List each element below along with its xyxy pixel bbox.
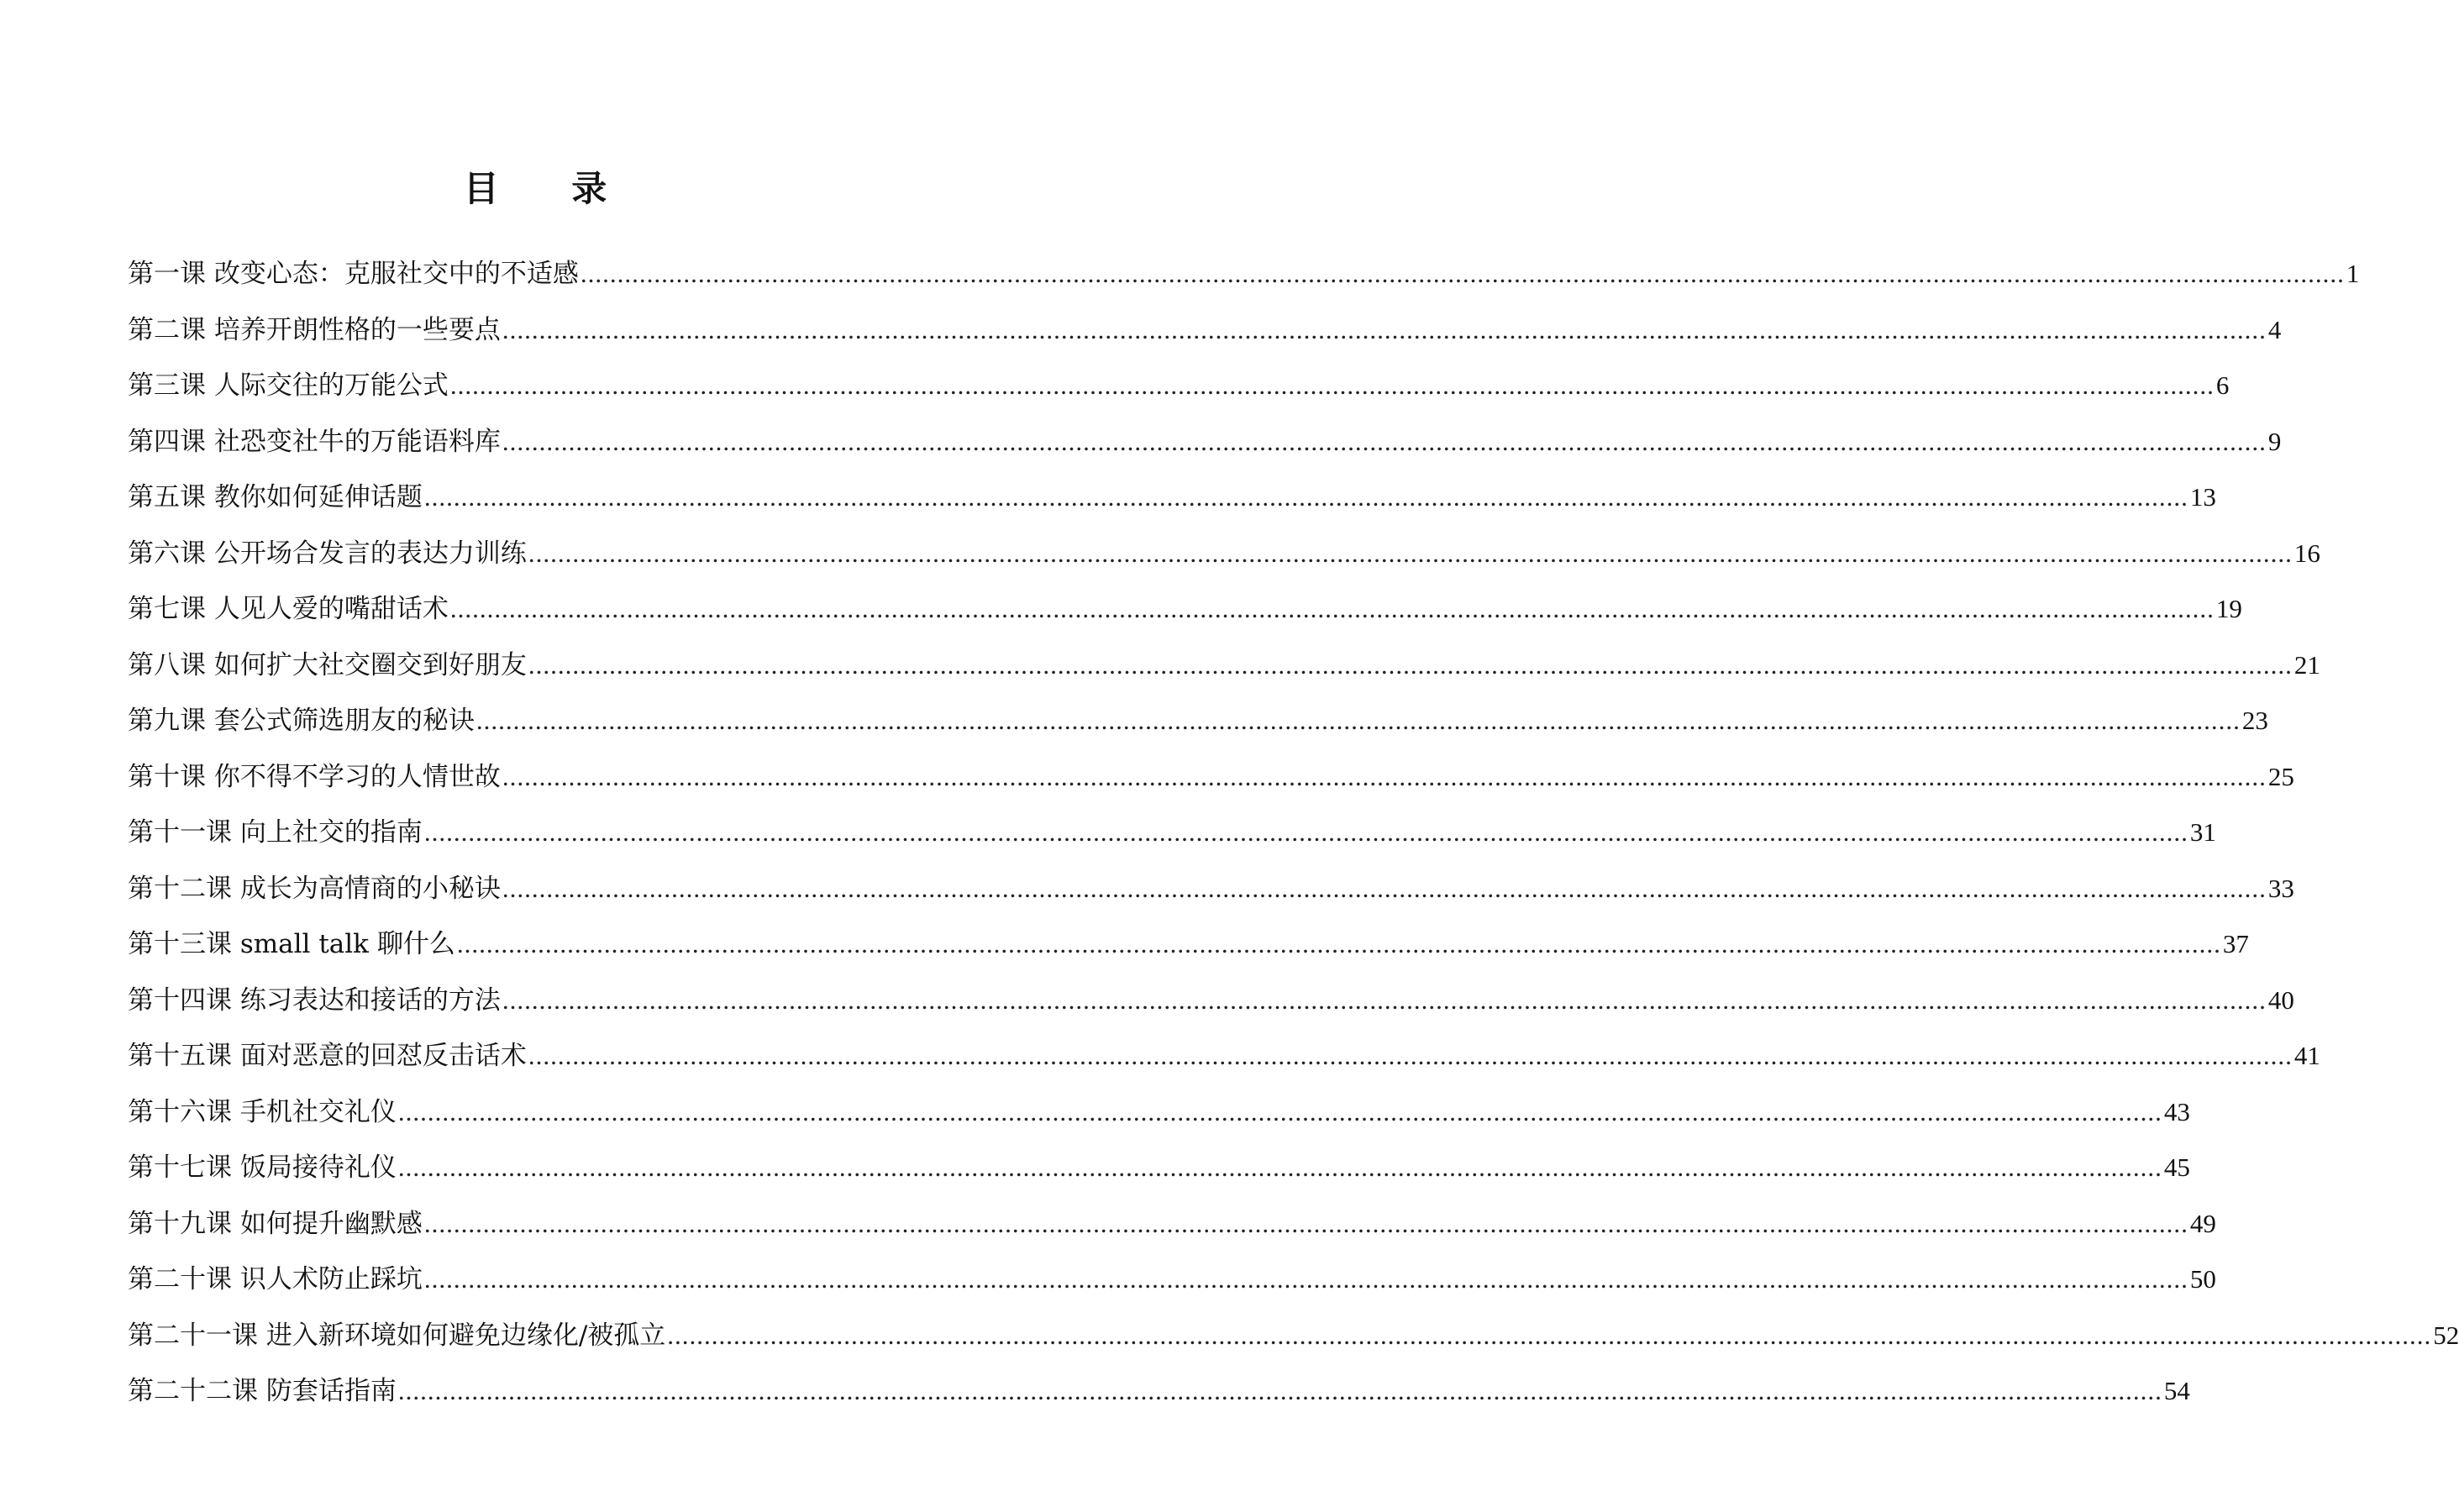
dot-leader: ................................................................................................................................................................................................................................................	[397, 1152, 2162, 1182]
toc-entry-page-number: 25	[2267, 762, 2294, 791]
toc-entry-label: 第三课 人际交往的万能公式	[128, 370, 449, 401]
toc-entry-page-number: 45	[2163, 1152, 2190, 1182]
toc-entry-label: 第六课 公开场合发言的表达力训练	[128, 538, 527, 569]
toc-entry[interactable]	[128, 589, 2242, 629]
dot-leader: ................................................................................................................................................................................................................................................	[667, 1320, 2432, 1350]
toc-entry[interactable]	[128, 924, 2249, 964]
toc-entry[interactable]	[128, 980, 2294, 1021]
toc-entry-page-number: 43	[2163, 1097, 2190, 1126]
dot-leader: ................................................................................................................................................................................................................................................	[580, 259, 2345, 288]
toc-entry-page-number: 33	[2267, 874, 2294, 903]
dot-leader: ................................................................................................................................................................................................................................................	[502, 985, 2267, 1015]
toc-entry-page-number: 31	[2189, 817, 2216, 847]
toc-entry[interactable]	[128, 310, 2282, 350]
toc-entry-page-number: 52	[2433, 1320, 2459, 1350]
toc-entry-label: 第二十课 识人术防止踩坑	[128, 1264, 423, 1294]
toc-entry-label: 第十一课 向上社交的指南	[128, 817, 423, 848]
toc-entry-page-number: 19	[2215, 594, 2242, 623]
toc-entry-label: 第二课 培养开朗性格的一些要点	[128, 315, 501, 345]
dot-leader: ................................................................................................................................................................................................................................................	[423, 817, 2188, 847]
toc-entry[interactable]	[128, 1371, 2190, 1411]
toc-entry-label: 第八课 如何扩大社交圈交到好朋友	[128, 650, 527, 680]
toc-entry-label: 第四课 社恐变社牛的万能语料库	[128, 427, 501, 457]
dot-leader: ................................................................................................................................................................................................................................................	[397, 1376, 2162, 1405]
toc-entry-label: 第十课 你不得不学习的人情世故	[128, 762, 501, 792]
dot-leader: ................................................................................................................................................................................................................................................	[502, 427, 2267, 456]
dot-leader: ................................................................................................................................................................................................................................................	[528, 1041, 2293, 1070]
dot-leader: ................................................................................................................................................................................................................................................	[456, 929, 2221, 958]
toc-entry-label: 第十二课 成长为高情商的小秘诀	[128, 874, 501, 904]
dot-leader: ................................................................................................................................................................................................................................................	[449, 594, 2215, 623]
dot-leader: ................................................................................................................................................................................................................................................	[423, 482, 2188, 512]
toc-entry-page-number: 37	[2222, 929, 2249, 958]
toc-entry-page-number: 50	[2189, 1264, 2216, 1294]
toc-entry-page-number: 21	[2293, 650, 2320, 680]
toc-entry-page-number: 13	[2189, 482, 2216, 512]
dot-leader: ................................................................................................................................................................................................................................................	[528, 650, 2293, 680]
toc-entry[interactable]	[128, 1259, 2216, 1299]
toc-entry[interactable]	[128, 477, 2216, 517]
toc-entry[interactable]	[128, 365, 2230, 406]
toc-entry-label: 第十六课 手机社交礼仪	[128, 1097, 397, 1127]
toc-entry-page-number: 1	[2346, 259, 2360, 288]
toc-entry-label: 第九课 套公式筛选朋友的秘诀	[128, 706, 475, 736]
toc-entry-label: 第二十二课 防套话指南	[128, 1376, 397, 1406]
toc-entry-label: 第二十一课 进入新环境如何避免边缘化/被孤立	[128, 1320, 666, 1351]
toc-entry-page-number: 41	[2293, 1041, 2320, 1070]
toc-entry[interactable]	[128, 1315, 2459, 1356]
dot-leader: ................................................................................................................................................................................................................................................	[502, 315, 2267, 344]
toc-entry[interactable]	[128, 757, 2294, 797]
dot-leader: ................................................................................................................................................................................................................................................	[449, 370, 2215, 400]
toc-entry-page-number: 16	[2293, 538, 2320, 568]
toc-entry[interactable]	[128, 701, 2268, 741]
toc-entry[interactable]	[128, 254, 2360, 294]
toc-entry[interactable]	[128, 1204, 2216, 1244]
toc-entry-label: 第十七课 饭局接待礼仪	[128, 1152, 397, 1183]
toc-entry-page-number: 9	[2267, 427, 2282, 456]
dot-leader: ................................................................................................................................................................................................................................................	[528, 538, 2293, 568]
page-title: 目 录	[463, 168, 638, 209]
toc-entry[interactable]	[128, 869, 2294, 909]
dot-leader: ................................................................................................................................................................................................................................................	[476, 706, 2241, 735]
dot-leader: ................................................................................................................................................................................................................................................	[502, 874, 2267, 903]
toc-entry-page-number: 49	[2189, 1209, 2216, 1238]
toc-entry-page-number: 54	[2163, 1376, 2190, 1405]
toc-entry[interactable]	[128, 533, 2320, 574]
toc-entry[interactable]	[128, 1147, 2190, 1188]
toc-entry[interactable]	[128, 1036, 2320, 1076]
dot-leader: ................................................................................................................................................................................................................................................	[423, 1264, 2188, 1294]
toc-entry-page-number: 4	[2267, 315, 2282, 344]
toc-entry-label: 第十九课 如何提升幽默感	[128, 1209, 423, 1239]
dot-leader: ................................................................................................................................................................................................................................................	[502, 762, 2267, 791]
toc-entry[interactable]	[128, 1092, 2190, 1132]
toc-entry-label: 第一课 改变心态：克服社交中的不适感	[128, 259, 579, 289]
toc-entry[interactable]	[128, 812, 2216, 853]
toc-entry[interactable]	[128, 422, 2282, 462]
toc-entry-label: 第七课 人见人爱的嘴甜话术	[128, 594, 449, 624]
toc-entry[interactable]	[128, 645, 2320, 685]
toc-entry-label: 第十五课 面对恶意的回怼反击话术	[128, 1041, 527, 1071]
toc-entry-page-number: 40	[2267, 985, 2294, 1015]
toc-entry-page-number: 23	[2241, 706, 2268, 735]
toc-entry-label: 第十四课 练习表达和接话的方法	[128, 985, 501, 1016]
dot-leader: ................................................................................................................................................................................................................................................	[397, 1097, 2162, 1126]
toc-entry-label: 第十三课 small talk 聊什么	[128, 929, 455, 959]
dot-leader: ................................................................................................................................................................................................................................................	[423, 1209, 2188, 1238]
toc-entry-label: 第五课 教你如何延伸话题	[128, 482, 423, 512]
toc-entry-page-number: 6	[2215, 370, 2230, 400]
